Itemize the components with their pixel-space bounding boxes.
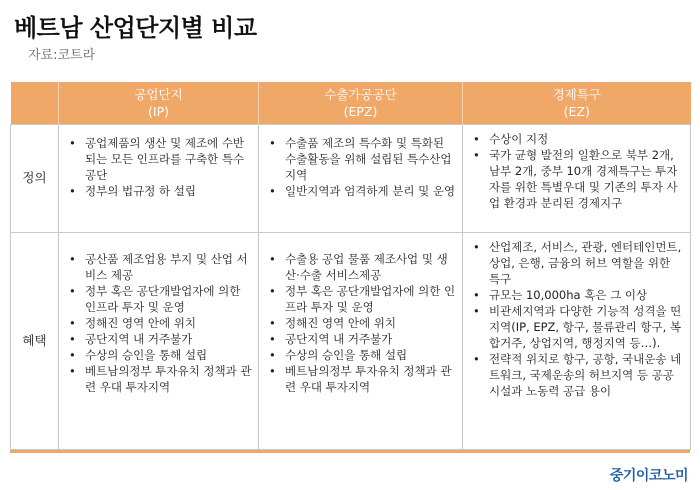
list-item: • 공단지역 내 거주불가 [265,331,456,347]
list-item: • 정부 혹은 공단개발업자에 의한 인프라 투자 및 운영 [65,283,252,315]
list-item: • 정해진 영역 안에 위치 [65,315,252,331]
benefits-ip-cell [59,232,259,449]
list-item: • 베트남의정부 투자유치 정책과 관련 우대 투자지역 [265,363,456,395]
benefits-ez-cell [463,232,691,449]
list-item: • 공단지역 내 거주불가 [65,331,252,347]
page-title: 베트남 산업단지별 비교 [14,14,257,42]
list-item: • 공업제품의 생산 및 제조에 수반되는 모든 인프라를 구축한 특수 공단 [65,135,252,183]
list-item: • 정부 혹은 공단개발업자에 의한 인프라 투자 및 운영 [265,283,456,315]
table-row-benefits [11,232,691,449]
column-header-ez [463,82,691,124]
column-header-ip [59,82,259,124]
column-header-name: 경제특구 [552,86,601,102]
benefits-epz-cell [259,232,463,449]
list-item: • 수출용 공업 물품 제조사업 및 생산·수출 서비스제공 [265,251,456,283]
list-item: • 정부의 법규정 하 설립 [65,183,252,199]
publisher-logo: 중기이코노미 [609,468,688,484]
row-header: 혜택 [11,232,59,449]
row-header: 정의 [11,124,59,232]
comparison-table [10,82,691,450]
bottom-divider [10,450,690,453]
list-item: • 비관세지역과 다양한 기능적 성격을 띤지역(IP, EPZ, 항구, 물류관리 항구, 복합거주, 상업지역, 행정지역 등…). [469,303,684,351]
list-item: • 일반지역과 엄격하게 분리 및 운영 [265,183,456,199]
list-item: • 수상의 승인을 통해 설립 [65,347,252,363]
header-corner [11,82,59,124]
list-item: • 수출품 제조의 특수화 및 특화된 수출활동을 위해 설립된 특수산업지역 [265,135,456,183]
definition-ez-cell [463,124,691,232]
column-header-abbr: (EZ) [563,103,590,119]
list-item: • 공산품 제조업용 부지 및 산업 서비스 제공 [65,251,252,283]
list-item: • 수상의 승인을 통해 설립 [265,347,456,363]
definition-epz-cell [259,124,463,232]
column-header-name: 공업단지 [134,86,183,102]
list-item: • 산업제조, 서비스, 관광, 엔터테인먼트, 상업, 은행, 금융의 허브 역할을 위한 특구 [469,239,684,287]
column-header-name: 수출가공공단 [324,86,397,102]
list-item: • 국가 균형 발전의 일환으로 북부 2개, 남부 2개, 중부 10개 경제특구는 투자자를 위한 특별우대 및 기존의 투자 사업 환경과 분리된 경제지구 [469,147,684,211]
list-item: • 정해진 영역 안에 위치 [265,315,456,331]
source-caption: 자료:코트라 [28,48,96,63]
column-header-abbr: (EPZ) [343,103,378,119]
definition-ip-cell [59,124,259,232]
column-header-abbr: (IP) [148,103,169,119]
column-header-epz [259,82,463,124]
table-row-definition [11,124,691,232]
table-header-row [11,82,691,124]
list-item: • 규모는 10,000ha 혹은 그 이상 [469,287,684,303]
list-item: • 수상이 지정 [469,131,684,147]
list-item: • 베트남의정부 투자유치 정책과 관련 우대 투자지역 [65,363,252,395]
list-item: • 전략적 위치로 항구, 공항, 국내운송 네트워크, 국제운송의 허브지역 등 공공시설과 노동력 공급 용이 [469,351,684,399]
